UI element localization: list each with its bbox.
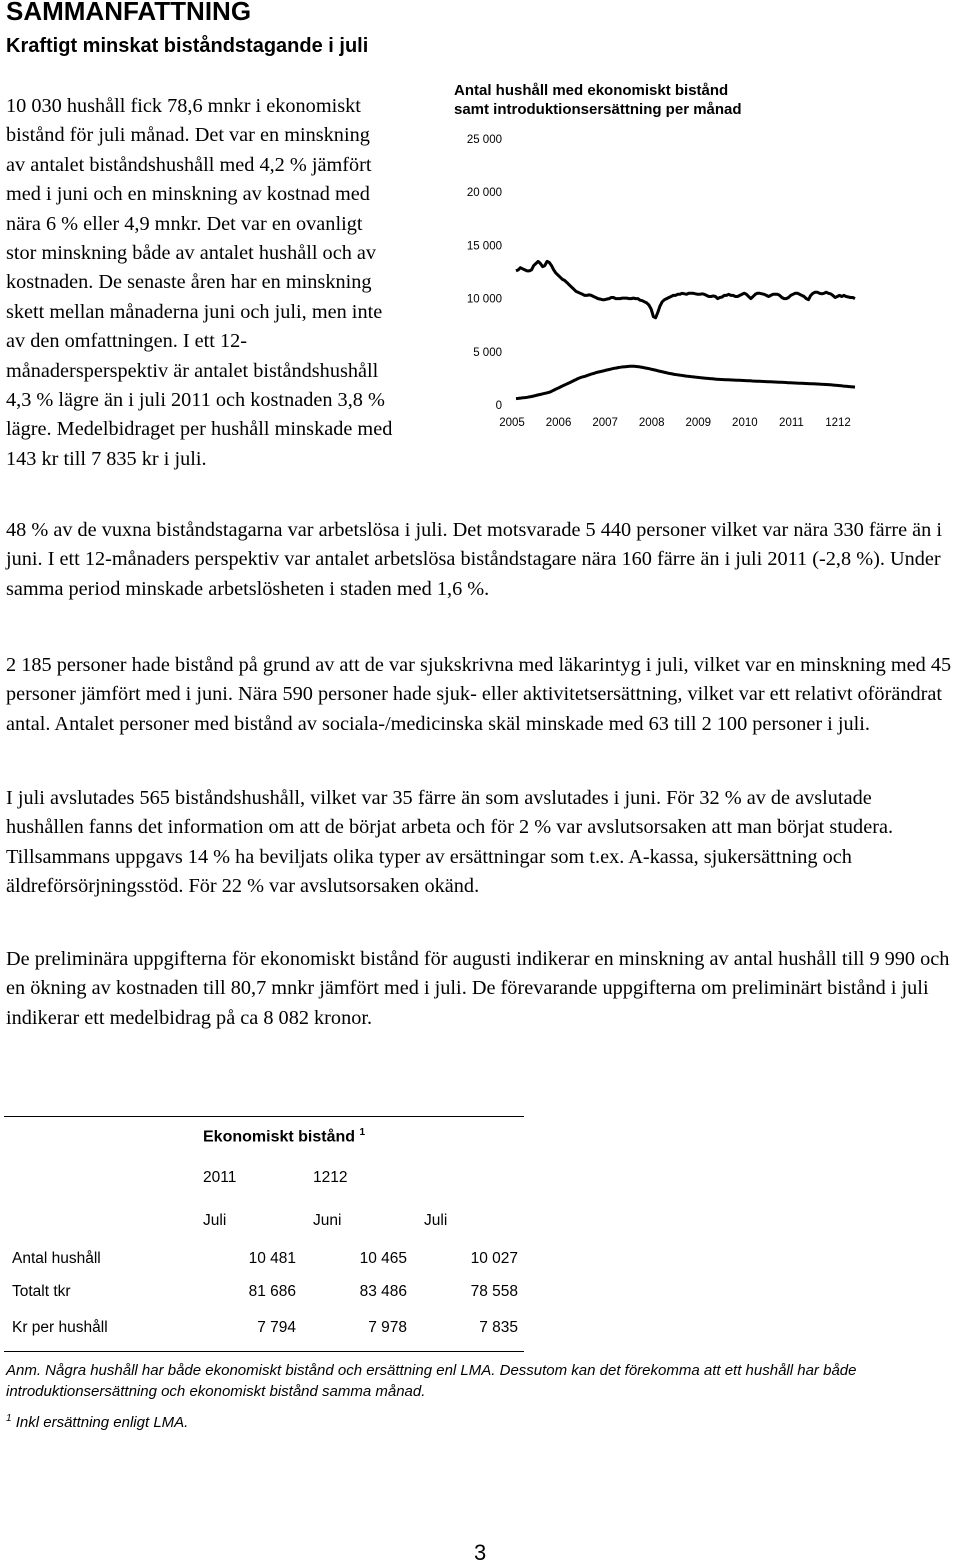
x-tick-label: 2008 — [638, 417, 665, 429]
table-cell: 10 027 — [470, 1250, 518, 1267]
table-title-footnote: 1 — [359, 1127, 366, 1138]
page-number: 3 — [474, 1540, 487, 1565]
table-year-2011: 2011 — [203, 1169, 237, 1186]
table-col-3: Juli — [424, 1212, 448, 1229]
y-tick-label: 5 000 — [473, 346, 502, 359]
table-cell: 81 686 — [248, 1283, 296, 1300]
series-line-introduktionsersattning — [516, 366, 855, 398]
x-tick-label: 2006 — [545, 417, 572, 429]
table-title — [203, 1127, 365, 1146]
paragraph-preliminary: De preliminära uppgifterna för ekonomiskt bistånd för augusti indikerar en minskning av antal hushåll till 9 990 och en ökning av kostnaden till 80,7 mnkr jämfört med i juli. De förevarande uppgifterna om preliminärt bistånd i juli indikerar ett medelbidrag på ca 8 082 kronor. — [6, 948, 950, 1029]
paragraph-closed-cases: I juli avslutades 565 biståndshushåll, vilket var 35 färre än som avslutades i juni. För 32 % av de avslutade hushållen fanns det information om att de börjat arbeta och för 2 % var avslutsorsaken att man börjat studera. Tillsammans uppgavs 14 % ha beviljats olika typer av ersättningar som t.ex. A-kassa, sjukersättning och äldreförsörjningsstöd. För 22 % var avslutsorsaken okänd. — [6, 787, 894, 898]
series-line-ekonomiskt-bistand — [516, 261, 855, 317]
x-tick-label: 2010 — [732, 417, 758, 429]
footnote-mark: 1 — [6, 1413, 12, 1424]
footnote — [6, 1408, 188, 1433]
households-chart — [450, 80, 880, 440]
table-bottom-rule — [4, 1351, 524, 1352]
table-row-label: Antal hushåll — [12, 1250, 101, 1267]
table-cell: 83 486 — [359, 1283, 407, 1300]
y-tick-label: 20 000 — [466, 187, 502, 200]
paragraph-unemployed: 48 % av de vuxna biståndstagarna var arbetslösa i juli. Det motsvarade 5 440 personer vilket var nära 330 färre än i juni. I ett 12-månaders perspektiv var antalet arbetslösa biståndstagare nära 160 färre än i juli 2011 (-2,8 %). Under samma period minskade arbetslösheten i staden med 1,6 %. — [6, 519, 942, 600]
paragraph-summary-text: 10 030 hushåll fick 78,6 mnkr i ekonomiskt bistånd för juli månad. Det var en minskning av antalet biståndshushåll med 4,2 % jämfört med i juni och en minskning av kostnad med nära 6 % eller 4,9 mnkr. Det var en ovanligt stor minskning både av antalet hushåll och av kostnaden. De senaste åren har en minskning skett mellan månaderna juni och juli, men inte av den omfattningen. I ett 12-månadersperspektiv är antalet biståndshushåll 4,3 % lägre än i juli 2011 och kostnaden 3,8 % lägre. Medelbidraget per hushåll minskade med 143 kr till 7 835 kr i juli. — [6, 95, 393, 470]
table-col-1: Juli — [203, 1212, 227, 1229]
table-title-text: Ekonomiskt bistånd — [203, 1128, 356, 1146]
chart-title-line1: Antal hushåll med ekonomiskt bistånd — [454, 82, 729, 99]
paragraph-sick-leave: 2 185 personer hade bistånd på grund av att de var sjukskrivna med läkarintyg i juli, vilket var en minskning med 45 personer jämfört med i juni. Nära 590 personer hade sjuk- eller aktivitetsersättning, vilket var ett relativt oförändrat antal. Antalet personer med bistånd av sociala-/medicinska skäl minskade med 63 till 2 100 personer i juli. — [6, 654, 952, 735]
table-col-2: Juni — [313, 1212, 342, 1229]
table-row-label: Totalt tkr — [12, 1283, 71, 1300]
chart-series — [516, 261, 855, 398]
table-cell: 10 465 — [359, 1250, 407, 1267]
table-cell: 7 978 — [368, 1319, 407, 1336]
table-year-1212: 1212 — [313, 1169, 348, 1186]
y-tick-label: 10 000 — [466, 293, 502, 306]
x-axis-ticks — [499, 417, 851, 429]
footnote-text: Inkl ersättning enligt LMA. — [15, 1414, 189, 1431]
x-tick-label: 2005 — [499, 417, 525, 429]
table-note: Anm. Några hushåll har både ekonomiskt bistånd och ersättning enl LMA. Dessutom kan det förekomma att ett hushåll har både introduktionsersättning och ekonomiskt bistånd samma månad. — [6, 1362, 857, 1400]
x-tick-label: 2011 — [779, 417, 804, 429]
x-tick-label: 1212 — [825, 417, 851, 429]
x-tick-label: 2007 — [592, 417, 618, 429]
y-tick-label: 25 000 — [466, 134, 502, 146]
table-top-rule — [4, 1116, 524, 1117]
table-row-label: Kr per hushåll — [12, 1319, 108, 1336]
section-subtitle: Kraftigt minskat biståndstagande i juli — [6, 35, 369, 57]
table-cell: 10 481 — [248, 1250, 296, 1267]
chart-title-line2: samt introduktionsersättning per månad — [454, 101, 742, 118]
x-tick-label: 2009 — [685, 417, 712, 429]
table-cell: 78 558 — [470, 1283, 518, 1300]
y-tick-label: 15 000 — [466, 240, 502, 253]
table-cell: 7 835 — [479, 1319, 518, 1336]
y-axis-ticks — [467, 134, 502, 412]
table-cell: 7 794 — [257, 1319, 296, 1336]
y-tick-label: 0 — [495, 400, 502, 412]
section-title: SAMMANFATTNING — [6, 0, 252, 26]
